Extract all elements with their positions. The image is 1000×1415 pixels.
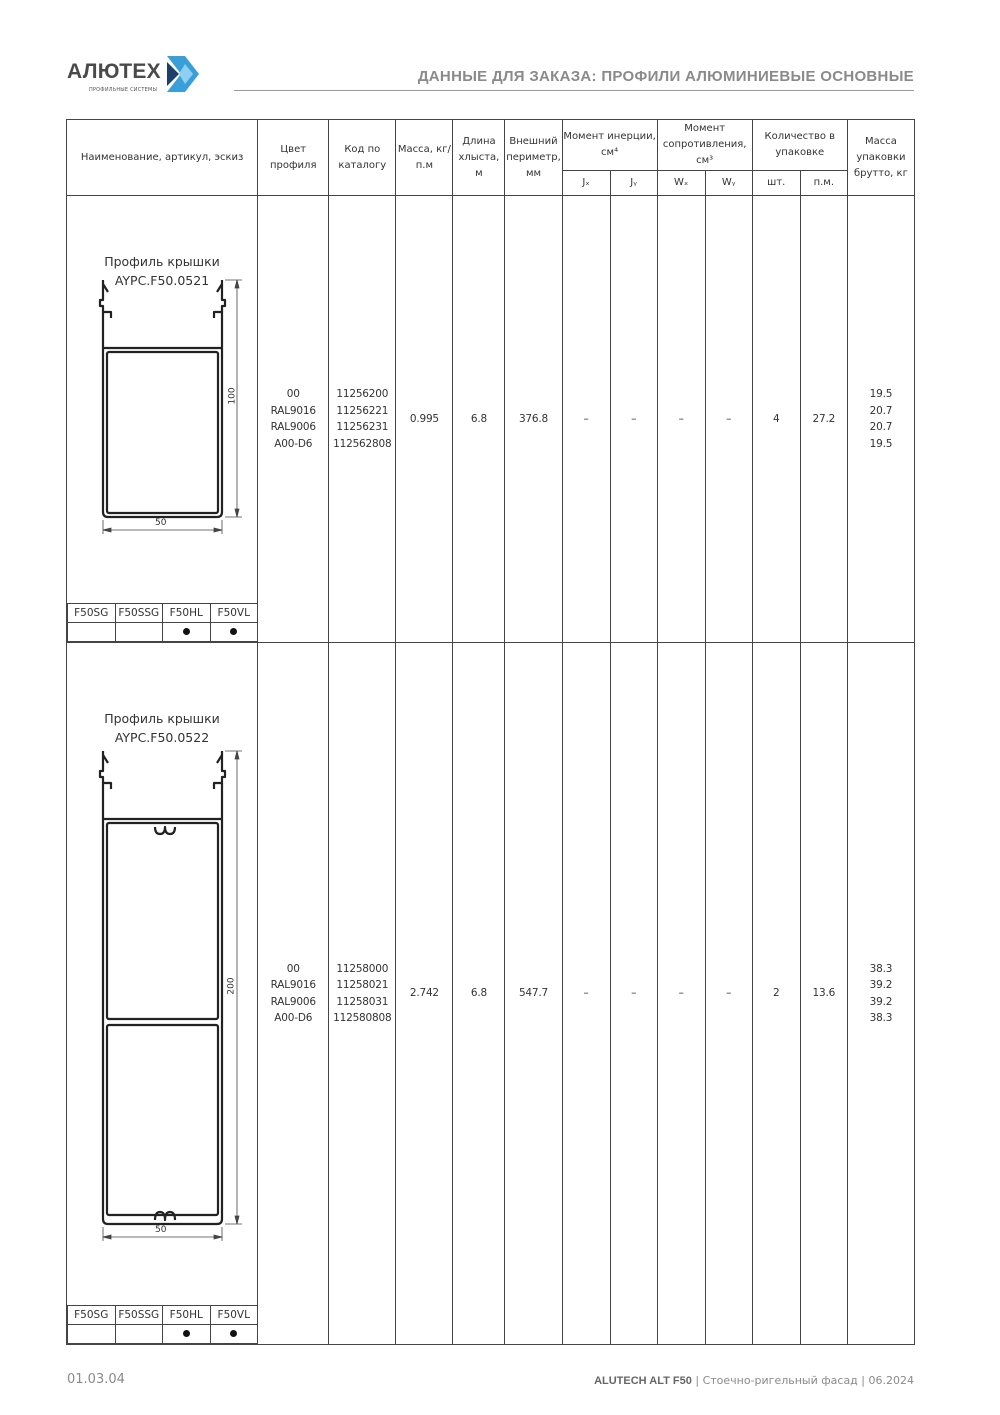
bullet-icon [230,628,237,635]
series-mark-empty [115,1325,163,1344]
header-divider [234,90,914,91]
table-row [67,643,915,1345]
color-value: A00-D6 [274,1012,313,1024]
header-code: Код по каталогу [329,120,396,196]
code-value: 11256200 [336,388,389,400]
profile-sketch-0521-icon [67,196,257,546]
logo-mark-icon [165,54,205,94]
footer-info [594,1374,914,1387]
code-cell [329,196,396,643]
header-quantity: Количество в упаковке [752,120,847,171]
code-value: 11258031 [336,995,389,1008]
header-jx: Jₓ [562,171,610,196]
header-wx: Wₓ [657,171,705,196]
header-mass: Масса, кг/п.м [396,120,453,196]
sketch-cell [67,196,258,643]
header-jy: Jᵧ [610,171,657,196]
width-dimension: 50 [155,518,167,528]
series-label: F50HL [163,1306,211,1325]
order-data-table [66,119,915,1345]
code-value: 11258021 [336,979,389,991]
mass-cell: 0.995 [396,196,453,643]
logo [67,54,217,96]
wy-cell: – [705,643,752,1345]
sketch-cell [67,643,258,1345]
header-wy: Wᵧ [705,171,752,196]
color-value: 00 [286,388,300,400]
length-cell: 6.8 [453,196,505,643]
color-cell [258,643,329,1345]
bullet-icon [183,628,190,635]
code-value: 112580808 [333,1012,392,1024]
series-mark-empty [115,623,163,642]
color-value: RAL9016 [270,404,316,417]
logo-text: АЛЮТЕХ [67,60,161,83]
profile-sketch-0522-icon [67,643,257,1253]
footer-date: 06.2024 [868,1374,914,1387]
height-dimension: 200 [226,977,237,995]
wx-cell: – [657,196,705,643]
pm-cell: 27.2 [800,196,847,643]
gross-value: 38.3 [869,1012,893,1024]
series-mark [163,623,211,642]
footer-brand: ALUTECH ALT F50 [594,1375,692,1387]
perimeter-cell: 376.8 [505,196,562,643]
color-value: RAL9016 [270,979,316,991]
profile-article: AYPC.F50.0521 [114,273,210,288]
gross-value: 19.5 [869,388,893,400]
bullet-icon [230,1330,237,1337]
series-mark [210,1325,258,1344]
gross-value: 39.2 [869,995,893,1008]
pm-cell: 13.6 [800,643,847,1345]
color-value: 00 [286,962,300,975]
code-value: 11258000 [336,962,389,975]
profile-name: Профиль крышки [104,711,220,726]
perimeter-cell: 547.7 [505,643,562,1345]
header-length: Длина хлыста, м [453,120,505,196]
gross-value: 38.3 [869,962,893,975]
header-name: Наименование, артикул, эскиз [67,120,258,196]
jx-cell: – [562,643,610,1345]
height-dimension: 100 [227,387,238,405]
header-pm: п.м. [800,171,847,196]
series-table [67,603,258,642]
gross-value: 20.7 [869,404,893,417]
color-value: RAL9006 [270,995,316,1008]
pcs-cell: 2 [752,643,800,1345]
series-mark-empty [68,623,116,642]
gross-cell [847,196,914,643]
series-label: F50SG [68,1306,116,1325]
bullet-icon [183,1330,190,1337]
header-color: Цвет профиля [258,120,329,196]
header-resistance: Момент сопротивления, см³ [657,120,752,171]
header-pcs: шт. [752,171,800,196]
gross-value: 20.7 [869,421,893,433]
page-number: 01.03.04 [67,1372,125,1387]
jy-cell: – [610,643,657,1345]
width-dimension: 50 [155,1225,167,1235]
series-label: F50VL [210,604,258,623]
code-value: 112562808 [333,437,392,450]
profile-article: AYPC.F50.0522 [114,730,210,745]
footer-separator: | [861,1374,869,1387]
gross-cell [847,643,914,1345]
series-table [67,1305,258,1344]
color-cell [258,196,329,643]
color-value: A00-D6 [274,437,313,450]
series-label: F50SG [68,604,116,623]
series-mark [210,623,258,642]
series-mark-empty [68,1325,116,1344]
wx-cell: – [657,643,705,1345]
pcs-cell: 4 [752,196,800,643]
header-gross: Масса упаковки брутто, кг [847,120,914,196]
series-mark [163,1325,211,1344]
footer-description: Стоечно-ригельный фасад [702,1374,858,1387]
header-inertia: Момент инерции, см⁴ [562,120,657,171]
header-perimeter: Внешний периметр, мм [505,120,562,196]
code-value: 11256221 [336,404,389,417]
code-cell [329,643,396,1345]
series-label: F50VL [210,1306,258,1325]
logo-subtitle: ПРОФИЛЬНЫЕ СИСТЕМЫ [89,87,158,93]
series-label: F50SSG [115,1306,163,1325]
code-value: 11256231 [336,421,389,433]
series-label: F50HL [163,604,211,623]
table-row [67,196,915,643]
profile-name: Профиль крышки [104,254,220,269]
wy-cell: – [705,196,752,643]
jy-cell: – [610,196,657,643]
color-value: RAL9006 [270,421,316,433]
page-title: ДАННЫЕ ДЛЯ ЗАКАЗА: ПРОФИЛИ АЛЮМИНИЕВЫЕ ОСНОВНЫЕ [417,68,914,85]
gross-value: 19.5 [869,437,893,450]
gross-value: 39.2 [869,979,893,991]
footer-separator: | [695,1374,703,1387]
length-cell: 6.8 [453,643,505,1345]
mass-cell: 2.742 [396,643,453,1345]
series-label: F50SSG [115,604,163,623]
jx-cell: – [562,196,610,643]
